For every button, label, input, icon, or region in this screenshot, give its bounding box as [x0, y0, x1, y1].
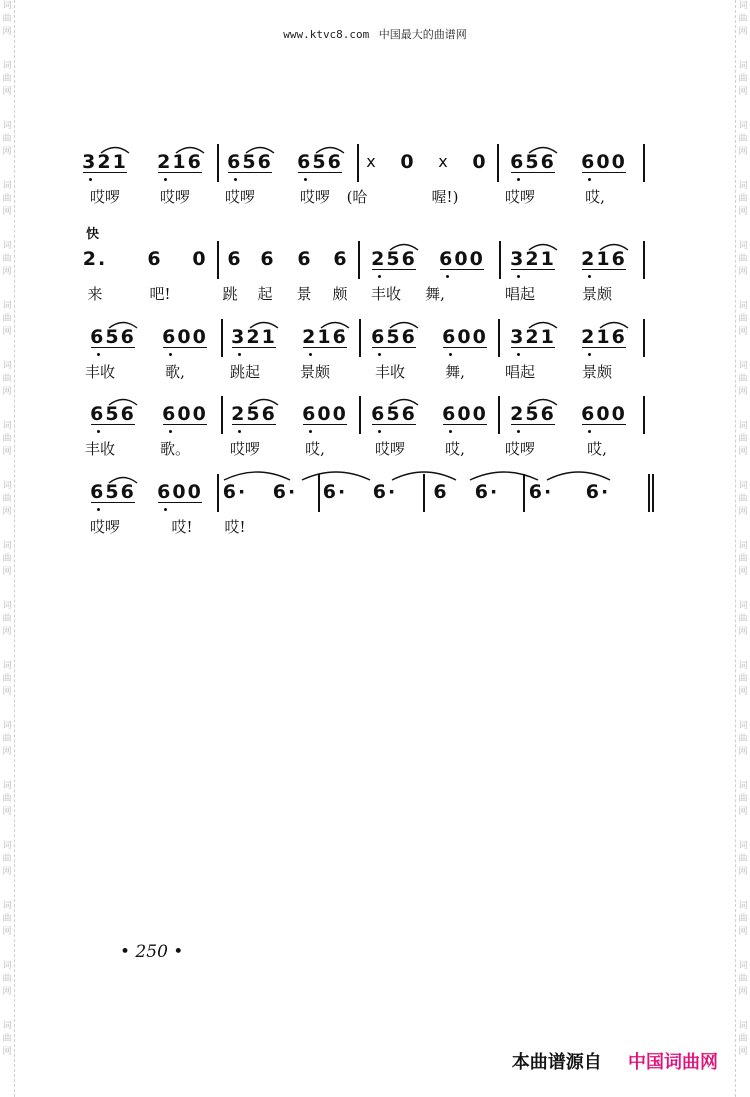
watermark-glyphs: 词 曲 网	[738, 1, 748, 37]
slur	[107, 319, 139, 329]
slur	[388, 319, 420, 329]
note-group: 321	[231, 326, 277, 348]
beam-underline	[582, 269, 626, 270]
note-group: 6·	[222, 481, 248, 503]
lower-octave-dot	[304, 178, 307, 181]
lower-octave-dot	[169, 353, 172, 356]
watermark-glyphs: 词 曲 网	[2, 181, 12, 217]
watermark-glyphs: 词 曲 网	[2, 601, 12, 637]
slur	[598, 319, 630, 329]
watermark-glyphs: 词 曲 网	[738, 541, 748, 577]
watermark-glyphs: 词 曲 网	[738, 301, 748, 337]
lower-octave-dot	[164, 508, 167, 511]
note-group: 321	[510, 248, 556, 270]
watermark-glyphs: 词 曲 网	[2, 661, 12, 697]
lyric: 哎啰	[89, 188, 121, 206]
tie	[222, 468, 292, 482]
watermark-glyphs: 词 曲 网	[2, 361, 12, 397]
watermark-glyphs: 词 曲 网	[2, 721, 12, 757]
beam-underline	[163, 424, 207, 425]
note-group: 216	[157, 151, 203, 173]
slur	[388, 241, 420, 251]
slur	[314, 144, 346, 154]
lyric: 舞,	[445, 363, 465, 381]
lyric: 歌。	[159, 440, 191, 458]
watermark-glyphs: 词 曲 网	[2, 1021, 12, 1057]
barline	[221, 319, 223, 357]
note-group: 600	[581, 403, 627, 425]
barline	[498, 396, 500, 434]
slur	[527, 241, 559, 251]
page-number: • 250 •	[120, 942, 184, 962]
beam-underline	[511, 172, 555, 173]
beam-underline	[303, 347, 347, 348]
watermark-glyphs: 词 曲 网	[2, 961, 12, 997]
note-group: x	[366, 152, 378, 171]
lyric: 跳起	[229, 363, 261, 381]
tie	[300, 468, 372, 482]
lyric: 哎啰	[374, 440, 406, 458]
footer-source-site[interactable]: 中国词曲网	[628, 1052, 718, 1073]
watermark-glyphs: 词 曲 网	[738, 661, 748, 697]
note-group: 6	[333, 248, 349, 270]
note-group: 656	[371, 326, 417, 348]
barline	[359, 396, 361, 434]
final-barline	[648, 474, 654, 512]
beam-underline	[91, 347, 135, 348]
slur	[388, 396, 420, 406]
lyric: 舞,	[425, 285, 445, 303]
lyric: 吧!	[149, 285, 171, 303]
lyric: 哎,	[445, 440, 465, 458]
lyric: 哎啰	[159, 188, 191, 206]
watermark-glyphs: 词 曲 网	[2, 241, 12, 277]
lower-octave-dot	[97, 430, 100, 433]
note-group: 216	[581, 248, 627, 270]
note-group: 6·	[372, 481, 398, 503]
watermark-glyphs: 词 曲 网	[2, 841, 12, 877]
lower-octave-dot	[588, 178, 591, 181]
beam-underline	[443, 424, 487, 425]
lower-octave-dot	[378, 353, 381, 356]
note-group: 0	[192, 248, 208, 270]
lyric: 哎!	[171, 518, 193, 536]
watermark-glyphs: 词 曲 网	[738, 721, 748, 757]
lower-octave-dot	[517, 275, 520, 278]
note-group: 656	[90, 326, 136, 348]
barline	[217, 144, 219, 182]
lyric: 哎,	[585, 188, 605, 206]
lyric: 景颇	[581, 363, 613, 381]
watermark-glyphs: 词 曲 网	[738, 361, 748, 397]
note-group: 6·	[272, 481, 298, 503]
lyric: 唱起	[504, 363, 536, 381]
watermark-glyphs: 词 曲 网	[738, 901, 748, 937]
beam-underline	[511, 424, 555, 425]
footer-source-label: 本曲谱源自	[511, 1052, 602, 1073]
beam-underline	[372, 269, 416, 270]
note-group: 256	[510, 403, 556, 425]
barline	[498, 319, 500, 357]
note-group: 321	[82, 151, 128, 173]
note-group: 321	[510, 326, 556, 348]
note-group: 6·	[528, 481, 554, 503]
beam-underline	[372, 347, 416, 348]
lower-octave-dot	[238, 430, 241, 433]
note-group: 216	[302, 326, 348, 348]
note-group: 600	[442, 326, 488, 348]
note-group: 6	[433, 481, 449, 503]
note-group: 256	[231, 403, 277, 425]
beam-underline	[232, 424, 276, 425]
watermark-glyphs: 词 曲 网	[738, 121, 748, 157]
watermark-glyphs: 词 曲 网	[738, 601, 748, 637]
barline	[359, 319, 361, 357]
note-group: 656	[90, 481, 136, 503]
note-group: 600	[162, 326, 208, 348]
barline	[217, 474, 219, 512]
lower-octave-dot	[588, 275, 591, 278]
lyric: 景颇	[299, 363, 331, 381]
note-group: x	[438, 152, 450, 171]
lower-octave-dot	[97, 508, 100, 511]
barline	[643, 319, 645, 357]
slur	[174, 144, 206, 154]
note-group: 600	[157, 481, 203, 503]
watermark-glyphs: 词 曲 网	[738, 181, 748, 217]
note-group: 6·	[585, 481, 611, 503]
lower-octave-dot	[234, 178, 237, 181]
lyric: (哈	[346, 188, 368, 206]
lower-octave-dot	[446, 275, 449, 278]
lyric: 哎啰	[299, 188, 331, 206]
slur	[107, 474, 139, 484]
slur	[107, 396, 139, 406]
watermark-glyphs: 词 曲 网	[2, 781, 12, 817]
note-group: 2.	[82, 248, 108, 270]
lyric: 唱起	[504, 285, 536, 303]
note-group: 600	[581, 151, 627, 173]
note-group: 256	[371, 248, 417, 270]
tie	[545, 468, 612, 482]
lyric: 歌,	[165, 363, 185, 381]
beam-underline	[443, 347, 487, 348]
note-group: 600	[439, 248, 485, 270]
score-system	[0, 227, 750, 327]
lower-octave-dot	[517, 353, 520, 356]
footer-source	[512, 1048, 718, 1074]
lyric: 丰收	[370, 285, 402, 303]
lower-octave-dot	[449, 353, 452, 356]
slur	[248, 319, 280, 329]
watermark-glyphs: 词 曲 网	[738, 841, 748, 877]
watermark-glyphs: 词 曲 网	[2, 481, 12, 517]
watermark-glyphs: 词 曲 网	[738, 421, 748, 457]
watermark-glyphs: 词 曲 网	[2, 1, 12, 37]
barline	[217, 241, 219, 279]
lower-octave-dot	[449, 430, 452, 433]
barline	[497, 144, 499, 182]
lyric: 丰收	[374, 363, 406, 381]
watermark-glyphs: 词 曲 网	[2, 421, 12, 457]
lyric: 哎,	[305, 440, 325, 458]
beam-underline	[163, 347, 207, 348]
beam-underline	[511, 347, 555, 348]
note-group: 600	[162, 403, 208, 425]
slur	[527, 144, 559, 154]
score-system	[0, 470, 750, 560]
lower-octave-dot	[169, 430, 172, 433]
lyric: 哎啰	[504, 440, 536, 458]
note-group: 0	[472, 151, 488, 173]
tie	[468, 468, 540, 482]
slur	[527, 396, 559, 406]
note-group: 6	[147, 248, 163, 270]
barline	[643, 144, 645, 182]
watermark-glyphs: 词 曲 网	[738, 241, 748, 277]
watermark-glyphs: 词 曲 网	[2, 301, 12, 337]
watermark-glyphs: 词 曲 网	[738, 1021, 748, 1057]
beam-underline	[582, 347, 626, 348]
watermark-glyphs: 词 曲 网	[2, 541, 12, 577]
slur	[319, 319, 351, 329]
note-group: 656	[90, 403, 136, 425]
lower-octave-dot	[378, 275, 381, 278]
barline	[221, 396, 223, 434]
note-group: 6	[227, 248, 243, 270]
lower-octave-dot	[588, 353, 591, 356]
lower-octave-dot	[378, 430, 381, 433]
watermark-glyphs: 词 曲 网	[2, 901, 12, 937]
beam-underline	[511, 269, 555, 270]
lower-octave-dot	[309, 430, 312, 433]
slur	[248, 396, 280, 406]
slur	[99, 144, 131, 154]
lyric: 哎,	[587, 440, 607, 458]
score-system	[0, 392, 750, 482]
note-group: 656	[227, 151, 273, 173]
watermark-glyphs: 词 曲 网	[2, 61, 12, 97]
lyric: 景	[296, 285, 312, 303]
note-group: 0	[400, 151, 416, 173]
note-group: 6	[260, 248, 276, 270]
barline	[499, 241, 501, 279]
slur	[244, 144, 276, 154]
lyric: 景颇	[581, 285, 613, 303]
beam-underline	[91, 424, 135, 425]
watermark-glyphs: 词 曲 网	[738, 481, 748, 517]
lyric: 哎啰	[504, 188, 536, 206]
lyric: 哎!	[224, 518, 246, 536]
score-system	[0, 140, 750, 230]
page-header	[0, 26, 750, 42]
slur	[527, 319, 559, 329]
beam-underline	[232, 347, 276, 348]
lower-octave-dot	[517, 178, 520, 181]
lyric: 丰收	[84, 363, 116, 381]
lyric: 来	[87, 285, 103, 303]
tie	[390, 468, 458, 482]
lyric: 起	[257, 285, 273, 303]
slur	[598, 241, 630, 251]
beam-underline	[582, 424, 626, 425]
tempo-marking: 快	[86, 227, 100, 242]
barline	[643, 396, 645, 434]
beam-underline	[440, 269, 484, 270]
note-group: 656	[510, 151, 556, 173]
lower-octave-dot	[164, 178, 167, 181]
watermark-glyphs: 词 曲 网	[738, 781, 748, 817]
header-site-name: 中国最大的曲谱网	[378, 28, 467, 41]
barline	[643, 241, 645, 279]
lyric: 颇	[332, 285, 348, 303]
lower-octave-dot	[89, 178, 92, 181]
beam-underline	[83, 172, 127, 173]
lyric: 哎啰	[89, 518, 121, 536]
barline	[357, 144, 359, 182]
note-group: 656	[297, 151, 343, 173]
lower-octave-dot	[588, 430, 591, 433]
lyric: 哎啰	[229, 440, 261, 458]
watermark-glyphs: 词 曲 网	[738, 61, 748, 97]
lyric: 跳	[222, 285, 238, 303]
watermark-glyphs: 词 曲 网	[738, 961, 748, 997]
beam-underline	[372, 424, 416, 425]
watermark-glyphs: 词 曲 网	[2, 121, 12, 157]
beam-underline	[91, 502, 135, 503]
beam-underline	[228, 172, 272, 173]
note-group: 600	[442, 403, 488, 425]
note-group: 6·	[322, 481, 348, 503]
lower-octave-dot	[238, 353, 241, 356]
note-group: 6	[297, 248, 313, 270]
beam-underline	[303, 424, 347, 425]
note-group: 600	[302, 403, 348, 425]
beam-underline	[158, 172, 202, 173]
header-url[interactable]: www.ktvc8.com	[283, 28, 370, 41]
beam-underline	[298, 172, 342, 173]
note-group: 216	[581, 326, 627, 348]
note-group: 6·	[474, 481, 500, 503]
lyric: 哎啰	[224, 188, 256, 206]
beam-underline	[158, 502, 202, 503]
lyric: 喔!)	[431, 188, 459, 206]
lyric: 丰收	[84, 440, 116, 458]
lower-octave-dot	[309, 353, 312, 356]
lower-octave-dot	[517, 430, 520, 433]
beam-underline	[582, 172, 626, 173]
lower-octave-dot	[97, 353, 100, 356]
note-group: 656	[371, 403, 417, 425]
barline	[358, 241, 360, 279]
